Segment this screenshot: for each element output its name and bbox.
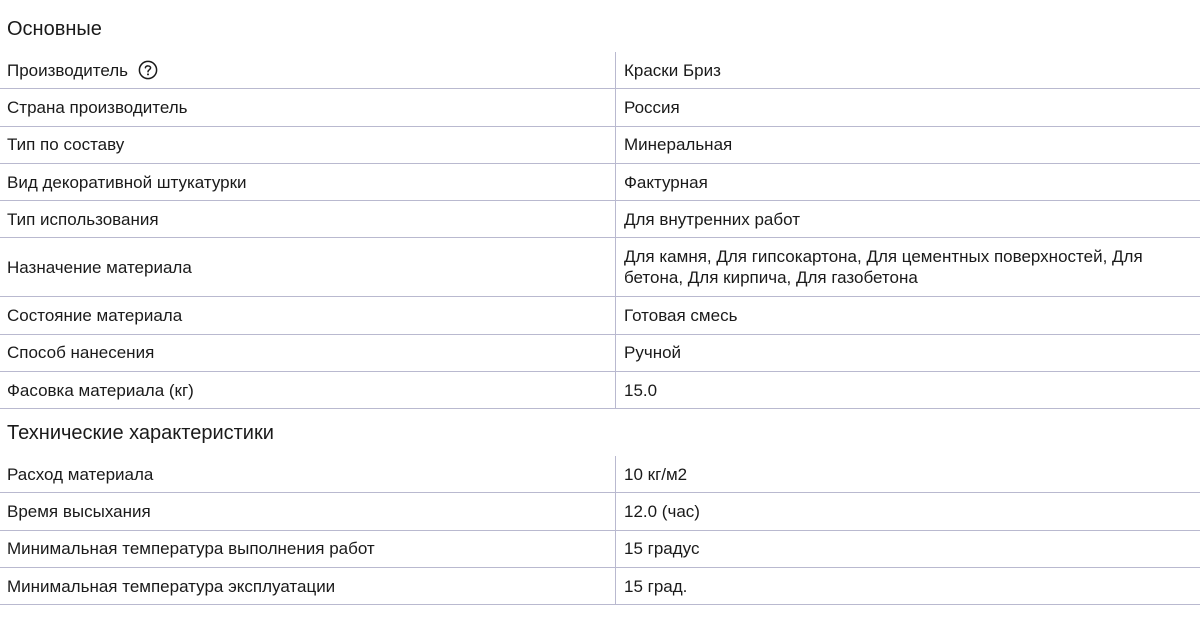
table-row	[0, 201, 1200, 238]
spec-name: Назначение материала	[0, 238, 616, 296]
table-row	[0, 297, 1200, 334]
spec-value: 15 градус	[624, 539, 700, 559]
table-row	[0, 568, 1200, 605]
spec-name: Вид декоративной штукатурки	[0, 164, 616, 200]
table-row	[0, 372, 1200, 409]
spec-name: Минимальная температура выполнения работ	[0, 531, 616, 567]
spec-value: Для камня, Для гипсокартона, Для цементных поверхностей, Для бетона, Для кирпича, Для газобетона	[624, 247, 1143, 288]
spec-name: Фасовка материала (кг)	[0, 372, 616, 408]
spec-value: 10 кг/м2	[624, 464, 688, 484]
table-row	[0, 531, 1200, 568]
section-title-main: Основные	[7, 18, 102, 40]
table-row	[0, 52, 1200, 89]
spec-name: Страна производитель	[0, 89, 616, 125]
spec-name: Расход материала	[0, 456, 616, 492]
table-row	[0, 238, 1200, 297]
spec-name: Производитель	[7, 60, 129, 80]
spec-name: Состояние материала	[0, 297, 616, 333]
spec-value: 15.0	[624, 380, 658, 400]
spec-name: Способ нанесения	[0, 335, 616, 371]
spec-name: Время высыхания	[0, 493, 616, 529]
table-row	[0, 164, 1200, 201]
spec-name: Тип по составу	[0, 127, 616, 163]
spec-table-main	[0, 52, 1200, 409]
spec-name: Минимальная температура эксплуатации	[0, 568, 616, 604]
spec-value: Минеральная	[624, 135, 733, 155]
table-row	[0, 335, 1200, 372]
question-circle-icon[interactable]	[138, 60, 158, 80]
table-row	[0, 127, 1200, 164]
spec-value: Россия	[624, 97, 680, 117]
spec-value: 15 град.	[624, 576, 688, 596]
spec-name: Тип использования	[0, 201, 616, 237]
spec-value: Краски Бриз	[624, 60, 721, 80]
section-title-technical: Технические характеристики	[7, 422, 274, 444]
spec-value: Фактурная	[624, 172, 708, 192]
table-row	[0, 456, 1200, 493]
spec-value: Готовая смесь	[624, 306, 738, 326]
spec-table-technical	[0, 456, 1200, 605]
spec-value: Для внутренних работ	[624, 209, 800, 229]
spec-value: Ручной	[624, 343, 682, 363]
table-row	[0, 493, 1200, 530]
table-row	[0, 89, 1200, 126]
spec-value: 12.0 (час)	[624, 501, 700, 521]
spec-name-cell	[0, 52, 616, 88]
